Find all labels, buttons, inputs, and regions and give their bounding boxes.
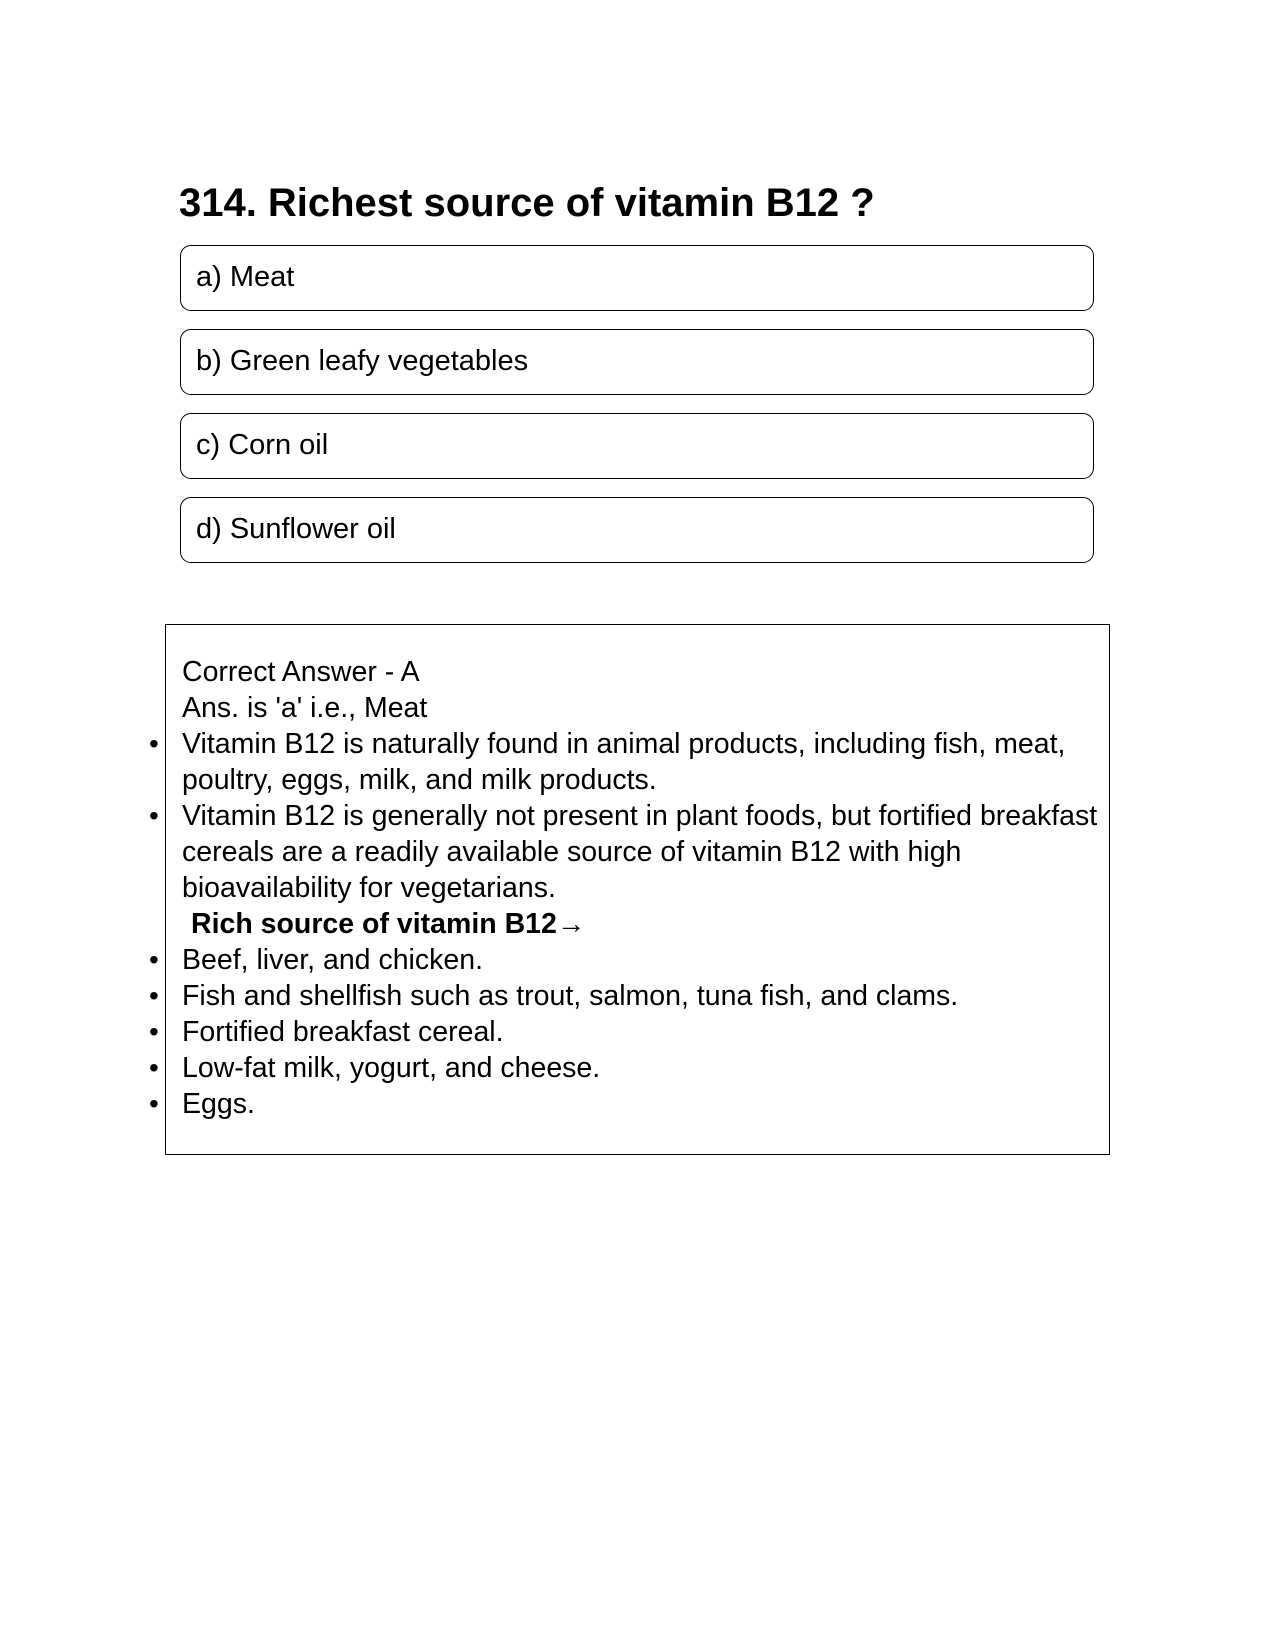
list-item: • Low-fat milk, yogurt, and cheese. [149,1052,601,1084]
explanation-points [149,726,1102,906]
bullet-icon: • [149,1052,159,1083]
list-item: • Fish and shellfish such as trout, salmon, tuna fish, and clams. [149,980,959,1012]
list-item: • Eggs. [149,1088,255,1120]
bullet-icon: • [149,728,159,759]
option-d[interactable]: d) Sunflower oil [180,497,1094,563]
list-item: • Vitamin B12 is generally not present in plant foods, but fortified breakfast cereals are a readily available source of vitamin B12 with high bioavailability for vegetarians. [149,800,1098,904]
answer-content [149,654,1102,1122]
question-title [179,178,875,228]
list-item: • Fortified breakfast cereal. [149,1016,504,1048]
option-a[interactable]: a) Meat [180,245,1094,311]
bullet-icon: • [149,944,159,975]
bullet-icon: • [149,980,159,1011]
option-b[interactable]: b) Green leafy vegetables [180,329,1094,395]
bullet-icon: • [149,1088,159,1119]
bullet-icon: • [149,1016,159,1047]
bullet-icon: • [149,800,159,831]
rich-sources-heading: Rich source of vitamin B12→ [191,908,586,940]
answer-explanation: Ans. is 'a' i.e., Meat [182,692,428,724]
question-text: Richest source of vitamin B12 ? [267,181,875,225]
list-item: • Vitamin B12 is naturally found in animal products, including fish, meat, poultry, eggs, milk, and milk products. [149,728,1066,796]
list-item: • Beef, liver, and chicken. [149,944,484,976]
rich-sources-list [149,942,1102,1122]
correct-answer: Correct Answer - A [182,656,420,688]
option-c[interactable]: c) Corn oil [180,413,1094,479]
question-number: 314. [179,181,257,225]
